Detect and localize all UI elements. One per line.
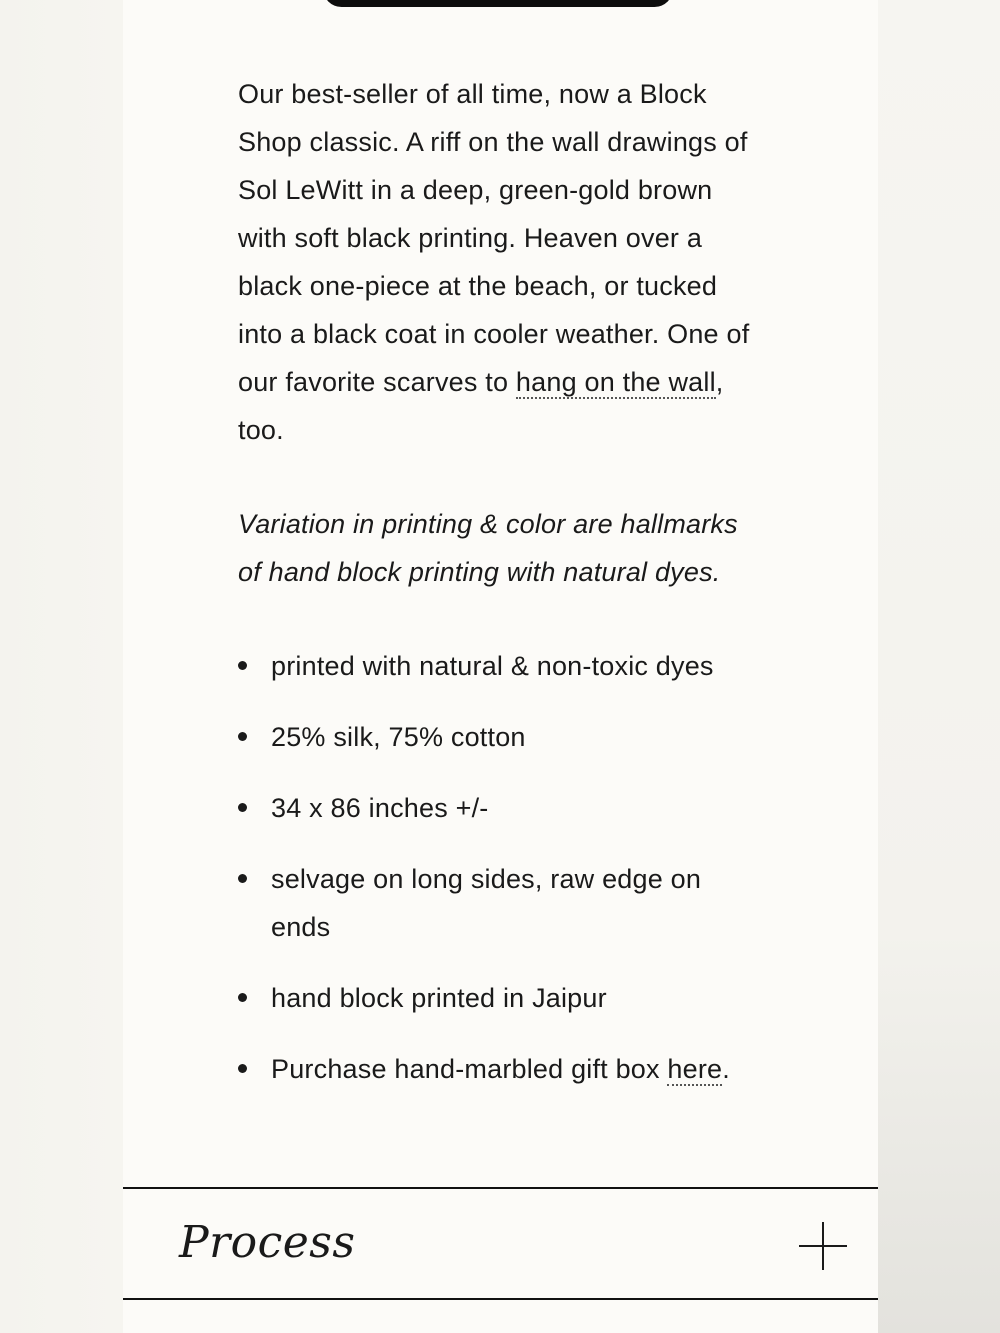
- bullet-icon: [238, 732, 247, 741]
- feature-item: [238, 713, 768, 761]
- feature-text: 34 x 86 inches +/-: [271, 793, 489, 823]
- description-text-end: , too.: [238, 367, 724, 445]
- product-description: [238, 70, 763, 454]
- feature-text: selvage on long sides, raw edge on ends: [271, 864, 702, 942]
- product-description-section: [238, 70, 768, 1116]
- top-button-edge[interactable]: [323, 0, 673, 7]
- process-accordion-title: Process: [179, 1217, 356, 1268]
- gift-box-here-link[interactable]: here: [667, 1054, 723, 1084]
- feature-item: [238, 642, 768, 690]
- accordion-divider-bottom: [123, 1298, 878, 1300]
- hang-on-the-wall-link[interactable]: hang on the wall: [515, 367, 716, 397]
- feature-item: [238, 784, 768, 832]
- page-backdrop-right: [878, 0, 1000, 1333]
- feature-item: [238, 974, 768, 1022]
- gift-box-suffix: .: [722, 1054, 730, 1084]
- bullet-icon: [238, 803, 247, 812]
- feature-item-gift-box: [238, 1045, 768, 1093]
- product-features-list: [238, 642, 768, 1093]
- feature-text: hand block printed in Jaipur: [271, 983, 607, 1013]
- page-backdrop-left: [0, 0, 123, 1333]
- bullet-icon: [238, 1064, 247, 1073]
- process-accordion-header[interactable]: [123, 1189, 878, 1298]
- bullet-icon: [238, 661, 247, 670]
- feature-item: [238, 855, 768, 951]
- gift-box-text: Purchase hand-marbled gift box: [271, 1054, 668, 1084]
- product-details-panel: [123, 0, 878, 1333]
- feature-text: 25% silk, 75% cotton: [271, 722, 526, 752]
- bullet-icon: [238, 993, 247, 1002]
- description-text: Our best-seller of all time, now a Block Shop classic. A riff on the wall drawings of Sol LeWitt in a deep, green-gold brown with soft black printing. Heaven over a black one-piece at the beach, or tucked into a black coat in cooler weather. One of our favorite scarves to: [238, 79, 750, 397]
- printing-variation-note: Variation in printing & color are hallmarks of hand block printing with natural dyes.: [238, 509, 738, 587]
- plus-icon[interactable]: [799, 1222, 847, 1270]
- bullet-icon: [238, 874, 247, 883]
- feature-text: printed with natural & non-toxic dyes: [271, 651, 714, 681]
